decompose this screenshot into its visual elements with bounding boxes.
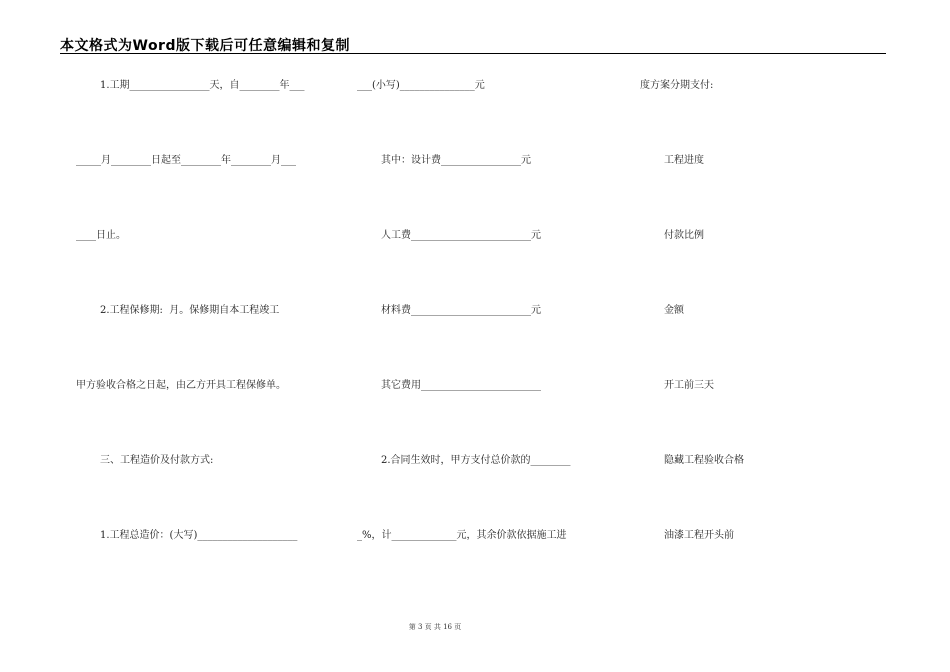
middle-line-3: 人工费________________________元 (381, 230, 541, 241)
right-line-1: 度方案分期支付: (640, 80, 714, 91)
right-line-3: 付款比例 (664, 230, 704, 241)
document-header-title: 本文格式为Word版下载后可任意编辑和复制 (60, 38, 350, 54)
right-line-4: 金额 (664, 305, 684, 316)
middle-line-2: 其中：设计费________________元 (381, 155, 531, 166)
left-line-6: 三、工程造价及付款方式: (100, 455, 214, 466)
left-line-7: 1.工程总造价：(大写)____________________ (100, 530, 298, 541)
left-line-2: _____月________日起至________年________月___ (76, 155, 296, 166)
right-line-6: 隐藏工程验收合格 (664, 455, 744, 466)
middle-line-7: _%，计_____________元，其余价款依据施工进 (357, 530, 567, 541)
page-number: 第 3 页 共 16 页 (408, 623, 462, 631)
right-line-5: 开工前三天 (664, 380, 714, 391)
middle-line-1: ___(小写)_______________元 (357, 80, 485, 91)
left-line-5: 甲方验收合格之日起，由乙方开具工程保修单。 (76, 380, 286, 391)
left-line-3: ____日止。 (76, 230, 126, 241)
header-rule (60, 53, 886, 54)
right-line-7: 油漆工程开头前 (664, 530, 734, 541)
middle-line-4: 材料费________________________元 (381, 305, 541, 316)
left-line-4: 2.工程保修期: 月。保修期自本工程竣工 (100, 305, 280, 316)
left-line-1: 1.工期________________天，自________年___ (100, 80, 305, 91)
middle-line-5: 其它费用________________________ (381, 380, 541, 391)
middle-line-6: 2.合同生效时，甲方支付总价款的________ (381, 455, 571, 466)
right-line-2: 工程进度 (664, 155, 704, 166)
page-footer (0, 622, 870, 632)
